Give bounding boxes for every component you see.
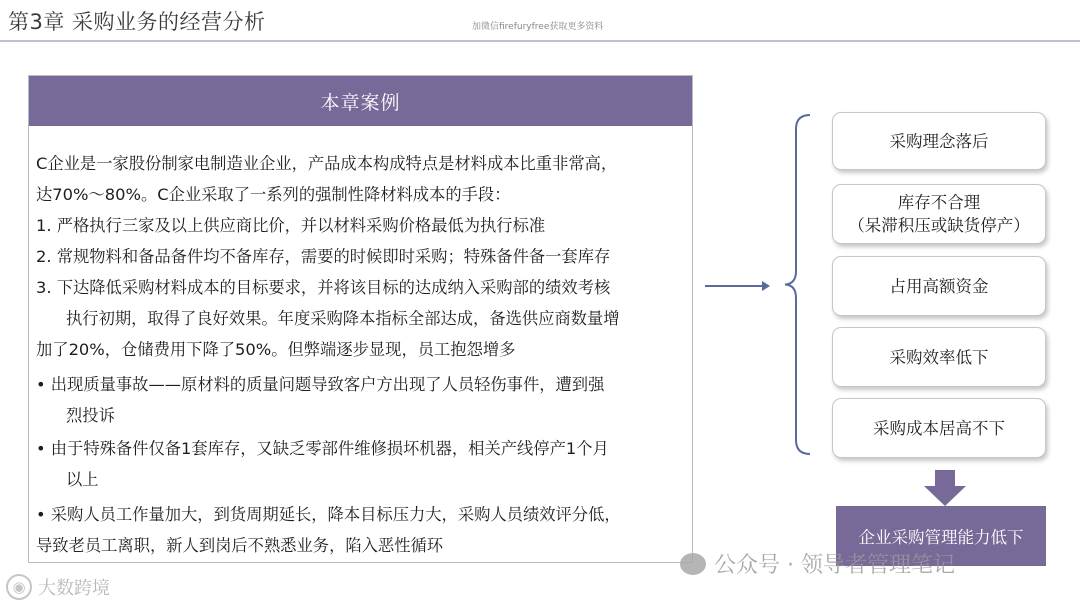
wechat-icon <box>680 553 706 575</box>
watermark-left-text: 大数跨境 <box>38 578 110 599</box>
case-panel <box>28 75 693 563</box>
down-arrow-icon <box>924 470 966 506</box>
case-line: 3. 下达降低采购材料成本的目标要求，并将该目标的达成纳入采购部的绩效考核 <box>36 278 611 297</box>
case-line: • 采购人员工作量加大，到货周期延长，降本目标压力大，采购人员绩效评分低， <box>36 505 621 524</box>
case-line: 执行初期，取得了良好效果。年度采购降本指标全部达成，备选供应商数量增 <box>66 309 620 328</box>
case-line: 烈投诉 <box>66 406 115 425</box>
case-line: 以上 <box>66 470 99 489</box>
logo-icon: ◉ <box>6 574 32 600</box>
result-sublabel: （呆滞积压或缺货停产） <box>848 216 1030 235</box>
conclusion-box: 企业采购管理能力低下 <box>836 506 1046 566</box>
brace-icon <box>782 113 812 456</box>
watermark-left <box>6 574 110 600</box>
case-line: C企业是一家股份制家电制造业企业，产品成本构成特点是材料成本比重非常高， <box>36 154 618 173</box>
result-box-5 <box>832 398 1046 458</box>
watermark-right-text: 公众号 · 领导者管理笔记 <box>714 553 955 578</box>
case-line: • 出现质量事故——原材料的质量问题导致客户方出现了人员轻伤事件，遭到强 <box>36 375 605 394</box>
case-line: 达70%～80%。C企业采取了一系列的强制性降材料成本的手段： <box>36 185 511 204</box>
flow-arrow-line <box>705 285 765 287</box>
page-title: 第3章 采购业务的经营分析 <box>8 10 266 34</box>
result-label: 采购理念落后 <box>889 131 989 151</box>
watermark-right <box>680 548 955 579</box>
header-subtitle: 加微信firefuryfree获取更多资料 <box>472 22 604 32</box>
case-line: 2. 常规物料和备品备件均不备库存，需要的时候即时采购；特殊备件备一套库存 <box>36 247 611 266</box>
case-line: 加了20%，仓储费用下降了50%。但弊端逐步显现，员工抱怨增多 <box>36 340 516 359</box>
result-box-2 <box>832 184 1046 244</box>
result-box-4 <box>832 327 1046 387</box>
result-label: 占用高额资金 <box>889 276 989 296</box>
case-line: 1. 严格执行三家及以上供应商比价，并以材料采购价格最低为执行标准 <box>36 216 546 235</box>
result-label: 采购效率低下 <box>889 347 989 367</box>
flow-arrow-icon <box>762 281 770 291</box>
case-line: 导致老员工离职，新人到岗后不熟悉业务，陷入恶性循环 <box>36 536 444 555</box>
result-box-1 <box>832 112 1046 170</box>
result-label: 库存不合理 <box>897 193 981 212</box>
case-line: • 由于特殊备件仅备1套库存，又缺乏零部件维修损坏机器，相关产线停产1个月 <box>36 439 609 458</box>
result-box-3 <box>832 256 1046 316</box>
title-divider <box>0 40 1080 42</box>
case-heading: 本章案例 <box>29 76 692 126</box>
result-label: 采购成本居高不下 <box>873 418 1005 438</box>
